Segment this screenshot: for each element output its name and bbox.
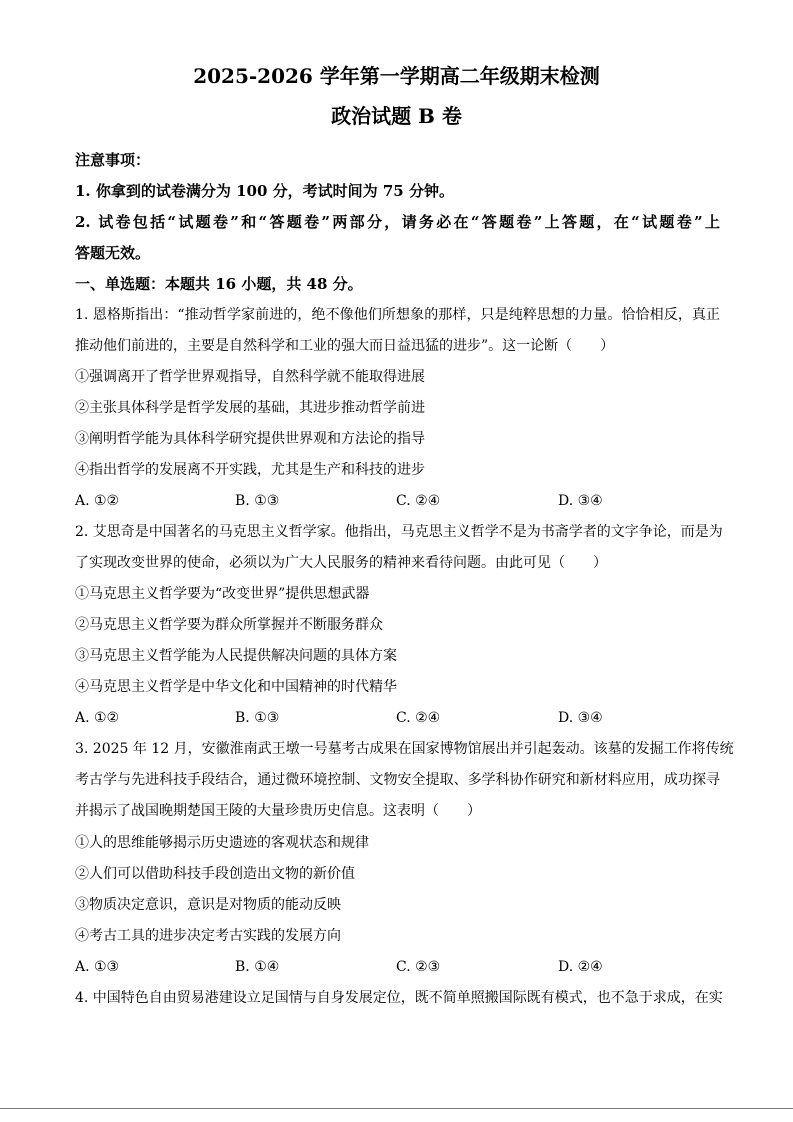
question-1-statement-4: ④指出哲学的发展离不开实践，尤其是生产和科技的进步 bbox=[75, 462, 425, 478]
exam-title: 2025-2026 学年第一学期高二年级期末检测 bbox=[193, 64, 600, 88]
notice-item-2-line-2: 答题无效。 bbox=[75, 244, 151, 262]
question-1-statement-1: ①强调离开了哲学世界观指导，自然科学就不能取得进展 bbox=[75, 369, 425, 385]
notice-heading: 注意事项： bbox=[75, 151, 151, 169]
question-2-stem-line-2: 了实现改变世界的使命，必须以为广大人民服务的精神来看待问题。由此可见（ ） bbox=[75, 555, 607, 571]
question-1-option-d[interactable]: D. ③④ bbox=[558, 493, 603, 509]
question-1-option-c[interactable]: C. ②④ bbox=[396, 493, 441, 509]
question-3-option-d[interactable]: D. ②④ bbox=[558, 959, 603, 975]
notice-item-2-line-1: 2. 试卷包括“试题卷”和“答题卷”两部分，请务必在“答题卷”上答题，在“试题卷”上 bbox=[75, 213, 720, 231]
question-1-option-b[interactable]: B. ①③ bbox=[235, 493, 280, 509]
question-2-stem-line-1: 2. 艾思奇是中国著名的马克思主义哲学家。他指出，马克思主义哲学不是为书斋学者的文字争论，而是为 bbox=[75, 524, 723, 540]
question-3-statement-4: ④考古工具的进步决定考古实践的发展方向 bbox=[75, 928, 341, 944]
question-2-option-b[interactable]: B. ①③ bbox=[235, 710, 280, 726]
question-2-option-d[interactable]: D. ③④ bbox=[558, 710, 603, 726]
question-3-stem-line-1: 3. 2025 年 12 月，安徽淮南武王墩一号墓考古成果在国家博物馆展出并引起轰动。该墓的发掘工作将传统 bbox=[75, 741, 734, 757]
question-3-statement-2: ②人们可以借助科技手段创造出文物的新价值 bbox=[75, 866, 355, 882]
question-1-stem-line-2: 推动他们前进的，主要是自然科学和工业的强大而日益迅猛的进步”。这一论断（ ） bbox=[75, 338, 615, 354]
question-3-option-c[interactable]: C. ②③ bbox=[396, 959, 441, 975]
question-1-option-a[interactable]: A. ①② bbox=[75, 493, 120, 509]
section-1-heading: 一、单选题：本题共 16 小题，共 48 分。 bbox=[75, 275, 363, 293]
question-1-stem-line-1: 1. 恩格斯指出：“推动哲学家前进的，绝不像他们所想象的那样，只是纯粹思想的力量。恰恰相反，真正 bbox=[75, 307, 720, 323]
exam-subtitle: 政治试题 B 卷 bbox=[331, 104, 462, 128]
question-2-statement-3: ③马克思主义哲学能为人民提供解决问题的具体方案 bbox=[75, 648, 397, 664]
question-3-stem-line-2: 考古学与先进科技手段结合，通过微环境控制、文物安全提取、多学科协作研究和新材料应用，成功探寻 bbox=[75, 772, 720, 788]
question-1-statement-2: ②主张具体科学是哲学发展的基础，其进步推动哲学前进 bbox=[75, 400, 425, 416]
question-4-stem-line-1: 4. 中国特色自由贸易港建设立足国情与自身发展定位，既不简单照搬国际既有模式，也不急于求成，在实 bbox=[75, 990, 723, 1006]
question-3-statement-3: ③物质决定意识，意识是对物质的能动反映 bbox=[75, 897, 341, 913]
question-2-statement-1: ①马克思主义哲学要为“改变世界”提供思想武器 bbox=[75, 586, 370, 602]
question-3-statement-1: ①人的思维能够揭示历史遗迹的客观状态和规律 bbox=[75, 835, 369, 851]
question-3-stem-line-3: 并揭示了战国晚期楚国王陵的大量珍贵历史信息。这表明（ ） bbox=[75, 803, 481, 819]
notice-item-1: 1. 你拿到的试卷满分为 100 分，考试时间为 75 分钟。 bbox=[75, 182, 454, 200]
page-bottom-rule bbox=[0, 1108, 793, 1109]
question-2-statement-4: ④马克思主义哲学是中华文化和中国精神的时代精华 bbox=[75, 679, 397, 695]
question-3-option-a[interactable]: A. ①③ bbox=[75, 959, 120, 975]
question-2-statement-2: ②马克思主义哲学要为群众所掌握并不断服务群众 bbox=[75, 617, 383, 633]
question-2-option-c[interactable]: C. ②④ bbox=[396, 710, 441, 726]
question-3-option-b[interactable]: B. ①④ bbox=[235, 959, 280, 975]
question-1-statement-3: ③阐明哲学能为具体科学研究提供世界观和方法论的指导 bbox=[75, 431, 425, 447]
question-2-option-a[interactable]: A. ①② bbox=[75, 710, 120, 726]
